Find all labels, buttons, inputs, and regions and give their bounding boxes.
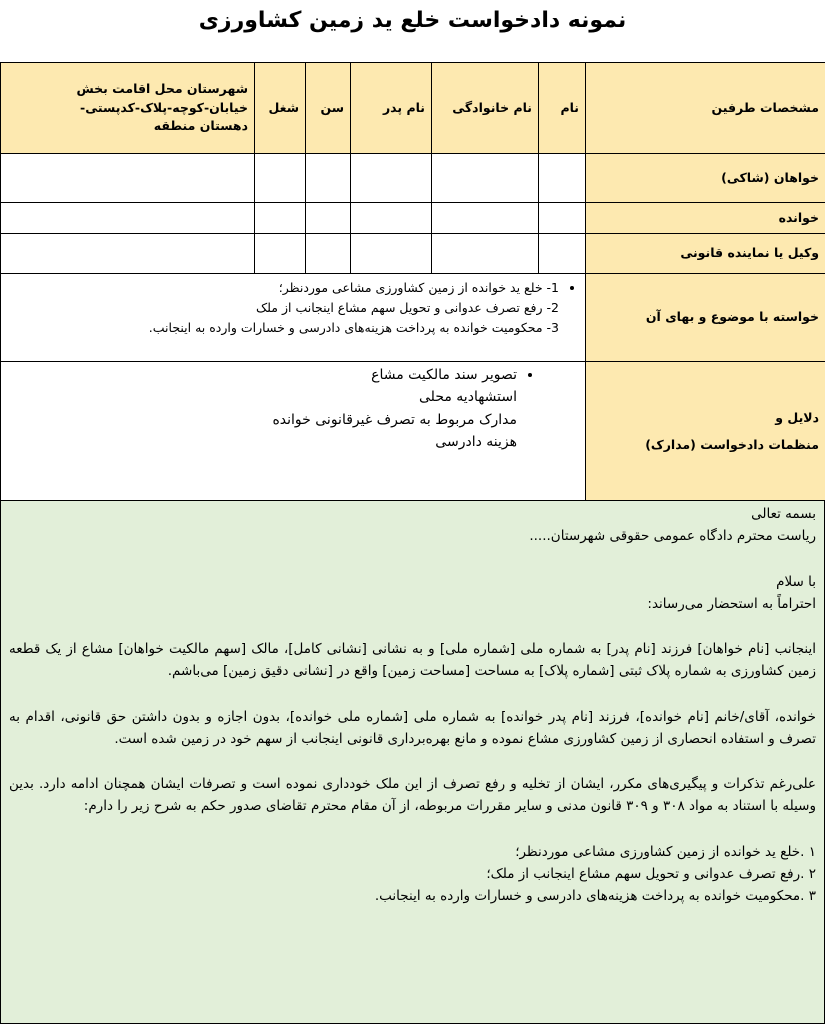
letter-paragraph: خوانده، آقای/خانم [نام خوانده]، فرزند [نام پدر خوانده] به شماره ملی [شماره ملی خوانده]، بدون اجازه و بدون داشتن حق قانونی، اقدام به تصرف و استفاده انحصاری از زمین کشاورزی مشاع نموده و مانع بهره‌برداری قانونی اینجانب از سهم خود در زمین شده است. (9, 708, 816, 747)
defendant-job-cell[interactable] (255, 203, 306, 234)
evidence-row (1, 362, 825, 501)
header-address-line: دهستان منطقه (153, 118, 248, 134)
row-label-lawyer: وکیل یا نماینده قانونی (586, 234, 825, 274)
evidence-label-line: منظمات دادخواست (مدارک) (645, 437, 819, 452)
petition-form-table (0, 62, 825, 501)
letter-respect: احتراماً به استحضار می‌رساند: (647, 595, 816, 612)
row-label-plaintiff: خواهان (شاکی) (586, 154, 825, 203)
plaintiff-name-cell[interactable] (539, 154, 586, 203)
request-list-item (7, 278, 559, 338)
lawyer-age-cell[interactable] (306, 234, 351, 274)
row-label-evidence (586, 362, 825, 501)
evidence-list (7, 364, 537, 454)
lawyer-name-cell[interactable] (539, 234, 586, 274)
plaintiff-family-cell[interactable] (432, 154, 539, 203)
lawyer-father-cell[interactable] (351, 234, 432, 274)
evidence-item-text: هزینه دادرسی (435, 434, 517, 451)
header-job: شغل (255, 63, 306, 154)
plaintiff-address-cell[interactable] (1, 154, 255, 203)
defendant-address-cell[interactable] (1, 203, 255, 234)
header-address-line: شهرستان محل اقامت بخش (76, 80, 248, 96)
letter-paragraph: اینجانب [نام خواهان] فرزند [نام پدر] به شماره ملی [شماره ملی] و به نشانی [نشانی کامل]، مالک [سهم مالکیت خواهان] مشاع از یک قطعه زمین کشاورزی به شماره پلاک ثبتی [شماره پلاک] به مساحت [مساحت زمین] واقع در [نشانی دقیق زمین] می‌باشم. (9, 641, 816, 680)
letter-salam: با سلام (776, 573, 816, 590)
plaintiff-row (1, 154, 825, 203)
header-father: نام پدر (351, 63, 432, 154)
page-title: نمونه دادخواست خلع ید زمین کشاورزی (198, 8, 627, 33)
defendant-age-cell[interactable] (306, 203, 351, 234)
letter-request-item: ۲ .رفع تصرف عدوانی و تحویل سهم مشاع اینجانب از ملک؛ (486, 865, 816, 882)
lawyer-address-cell[interactable] (1, 234, 255, 274)
letter-paragraph: علی‌رغم تذکرات و پیگیری‌های مکرر، ایشان از تخلیه و رفع تصرف از این ملک خودداری نموده است و تصرفات ایشان همچنان ادامه دارد. بدین وسیله با استناد به مواد ۳۰۸ و ۳۰۹ قانون مدنی و سایر مقررات مربوطه، از آن مقام محترم تقاضای صدور حکم به شرح زیر را دارم: (9, 776, 816, 815)
request-row (1, 274, 825, 362)
header-parties: مشخصات طرفین (586, 63, 825, 154)
lawyer-row (1, 234, 825, 274)
header-address-line: خیابان-کوچه-پلاک-کدپستی- (80, 99, 248, 115)
evidence-list-item (7, 364, 517, 454)
request-content (1, 274, 586, 362)
row-label-request: خواسته با موضوع و بهای آن (586, 274, 825, 362)
header-name: نام (539, 63, 586, 154)
letter-addressee: ریاست محترم دادگاه عمومی حقوقی شهرستان..... (529, 528, 816, 545)
evidence-item-text: مدارک مربوط به تصرف غیرقانونی خوانده (272, 411, 517, 428)
evidence-content (1, 362, 586, 501)
request-list (7, 278, 579, 338)
plaintiff-father-cell[interactable] (351, 154, 432, 203)
evidence-item-text: استشهادیه محلی (419, 389, 517, 406)
header-address (1, 63, 255, 154)
letter-request-item: ۱ .خلع ید خوانده از زمین کشاورزی مشاعی موردنظر؛ (515, 843, 816, 860)
letter-bismillah: بسمه تعالی (751, 506, 816, 522)
header-row (1, 63, 825, 154)
petition-letter (0, 500, 825, 1024)
request-item-text: 2- رفع تصرف عدوانی و تحویل سهم مشاع اینجانب از ملک (255, 300, 559, 315)
evidence-item-text: • تصویر سند مالکیت مشاع (371, 367, 517, 383)
lawyer-job-cell[interactable] (255, 234, 306, 274)
evidence-label-line: دلایل و (775, 409, 819, 425)
defendant-father-cell[interactable] (351, 203, 432, 234)
plaintiff-age-cell[interactable] (306, 154, 351, 203)
defendant-name-cell[interactable] (539, 203, 586, 234)
letter-request-item: ۳ .محکومیت خوانده به پرداخت هزینه‌های دادرسی و خسارات وارده به اینجانب. (374, 888, 816, 905)
header-family: نام خانوادگی (432, 63, 539, 154)
request-item-text: 3- محکومیت خوانده به پرداخت هزینه‌های دادرسی و خسارات وارده به اینجانب. (148, 320, 559, 335)
plaintiff-job-cell[interactable] (255, 154, 306, 203)
header-age: سن (306, 63, 351, 154)
lawyer-family-cell[interactable] (432, 234, 539, 274)
defendant-row (1, 203, 825, 234)
row-label-defendant: خوانده (586, 203, 825, 234)
defendant-family-cell[interactable] (432, 203, 539, 234)
request-item-text: • 1- خلع ید خوانده از زمین کشاورزی مشاعی موردنظر؛ (278, 280, 559, 295)
